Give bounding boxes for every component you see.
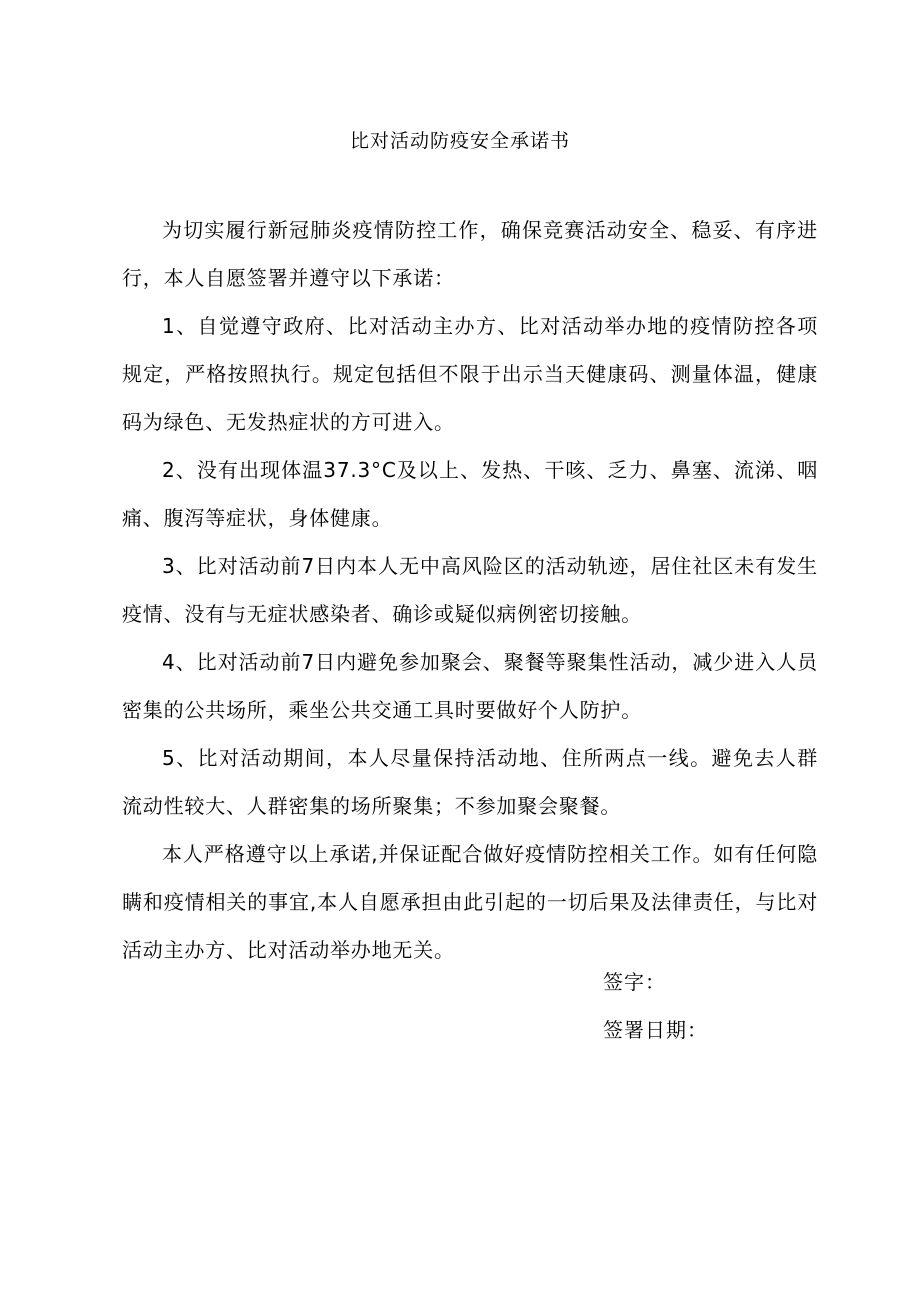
intro-paragraph: 为切实履行新冠肺炎疫情防控工作，确保竞赛活动安全、稳妥、有序进行，本人自愿签署并遵守以下承诺： xyxy=(122,218,818,290)
commitment-item-5: 5、比对活动期间，本人尽量保持活动地、住所两点一线。避免去人群流动性较大、人群密集的场所聚集；不参加聚会聚餐。 xyxy=(122,746,818,818)
commitment-item-2: 2、没有出现体温37.3°C及以上、发热、干咳、乏力、鼻塞、流涕、咽痛、腹泻等症状，身体健康。 xyxy=(122,458,818,530)
closing-paragraph: 本人严格遵守以上承诺,并保证配合做好疫情防控相关工作。如有任何隐瞒和疫情相关的事宜,本人自愿承担由此引起的一切后果及法律责任，与比对活动主办方、比对活动举办地无关。 xyxy=(122,842,818,962)
document-body xyxy=(122,206,818,974)
signature-label: 签字： xyxy=(603,970,666,994)
commitment-item-3: 3、比对活动前7日内本人无中高风险区的活动轨迹，居住社区未有发生疫情、没有与无症状感染者、确诊或疑似病例密切接触。 xyxy=(122,554,818,626)
commitment-item-1: 1、自觉遵守政府、比对活动主办方、比对活动举办地的疫情防控各项规定，严格按照执行。规定包括但不限于出示当天健康码、测量体温，健康码为绿色、无发热症状的方可进入。 xyxy=(122,314,818,434)
commitment-item-4: 4、比对活动前7日内避免参加聚会、聚餐等聚集性活动，减少进入人员密集的公共场所，乘坐公共交通工具时要做好个人防护。 xyxy=(122,650,818,722)
signing-date-label: 签署日期： xyxy=(603,1018,708,1042)
document-title: 比对活动防疫安全承诺书 xyxy=(349,130,570,152)
